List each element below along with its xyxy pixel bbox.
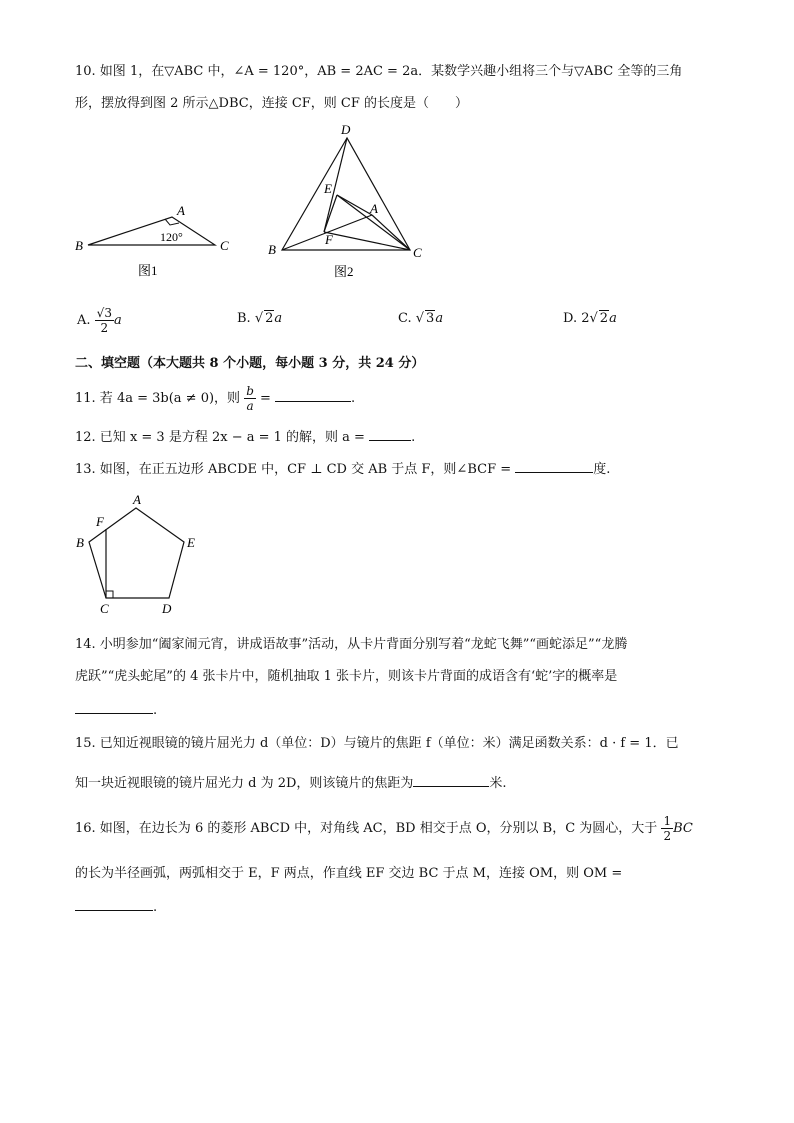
q14-answer-blank <box>75 700 153 714</box>
q12-answer-blank <box>369 427 411 441</box>
q10-figure2 <box>262 120 437 280</box>
option-a: A. $\frac{√3}{2}$ a <box>77 306 122 335</box>
q13-answer-blank <box>515 459 593 473</box>
right-angle-mark <box>106 591 113 598</box>
label-b2: B <box>268 242 276 257</box>
label-a: A <box>177 203 185 218</box>
q11: 11. 若 4a = 3b(a ≠ 0)，则 $\frac{b}{a}$ = . <box>75 384 356 413</box>
q16-answer-blank <box>75 897 153 911</box>
label-d2: D <box>162 601 172 616</box>
label-c3: C <box>100 601 109 616</box>
option-b: B. √ 2a <box>237 311 283 326</box>
q14-line3: . <box>75 700 157 720</box>
q16-line2: 的长为半径画弧，两弧相交于 E，F 两点，作直线 EF 交边 BC 于点 M，连接 OM，则 OM = <box>75 866 623 881</box>
q12: 12. 已知 x = 3 是方程 2x − a = 1 的解，则 a = . <box>75 427 415 447</box>
label-c2: C <box>413 245 422 260</box>
q16-line1: 16. 如图，在边长为 6 的菱形 ABCD 中，对角线 AC，BD 相交于点 O，分别以 B，C 为圆心，大于 $\frac{1}{2}$ BC <box>75 814 693 843</box>
q15-line1: 15. 已知近视眼镜的镜片屈光力 d（单位：D）与镜片的焦距 f（单位：米）满足函数关系：d · f = 1．已 <box>75 736 679 751</box>
q13-pentagon-figure <box>72 490 212 620</box>
q15-line2: 知一块近视眼镜的镜片屈光力 d 为 2D，则该镜片的焦距为 米. <box>75 773 507 793</box>
figure1-caption: 图1 <box>138 263 158 278</box>
label-b: B <box>75 238 83 253</box>
q11-answer-blank <box>275 388 351 402</box>
label-f: F <box>325 232 333 247</box>
q14-line2: 虎跃”“虎头蛇尾”的 4 张卡片中，随机抽取 1 张卡片，则该卡片背面的成语含有‘蛇’字的概率是 <box>75 669 618 684</box>
angle-label: 120° <box>160 230 183 244</box>
segment-ef <box>324 195 337 232</box>
section2-heading: 二、填空题（本大题共 8 个小题，每小题 3 分，共 24 分） <box>75 356 425 371</box>
figure2-caption: 图2 <box>334 264 354 279</box>
label-e: E <box>324 181 332 196</box>
label-f2: F <box>96 514 104 529</box>
label-b3: B <box>76 535 84 550</box>
label-c: C <box>220 238 229 253</box>
q13: 13. 如图，在正五边形 ABCDE 中，CF ⊥ CD 交 AB 于点 F，则∠BCF = 度. <box>75 459 610 479</box>
triangle-abc <box>88 217 215 245</box>
option-c: C. √ 3a <box>398 311 444 326</box>
q10-line2: 形，摆放得到图 2 所示△DBC，连接 CF，则 CF 的长度是（ ） <box>75 96 469 111</box>
q14-line1: 14. 小明参加“阖家闹元宵，讲成语故事”活动，从卡片背面分别写着“龙蛇飞舞”“画蛇添足”“龙腾 <box>75 637 628 652</box>
option-d: D. 2√ 2a <box>563 311 617 326</box>
label-e2: E <box>187 535 195 550</box>
segment-ac <box>372 215 410 250</box>
triangle-dbc <box>282 138 410 250</box>
segment-ea <box>337 195 372 215</box>
q10-line1: 10. 如图 1，在▽ABC 中，∠A = 120°，AB = 2AC = 2a．某数学兴趣小组将三个与▽ABC 全等的三角 <box>75 64 683 79</box>
q10-figure1 <box>70 195 240 285</box>
q16-line3: . <box>75 897 157 917</box>
label-a2: A <box>370 201 378 216</box>
label-d: D <box>341 122 351 137</box>
label-a3: A <box>133 492 141 507</box>
q15-answer-blank <box>413 773 489 787</box>
